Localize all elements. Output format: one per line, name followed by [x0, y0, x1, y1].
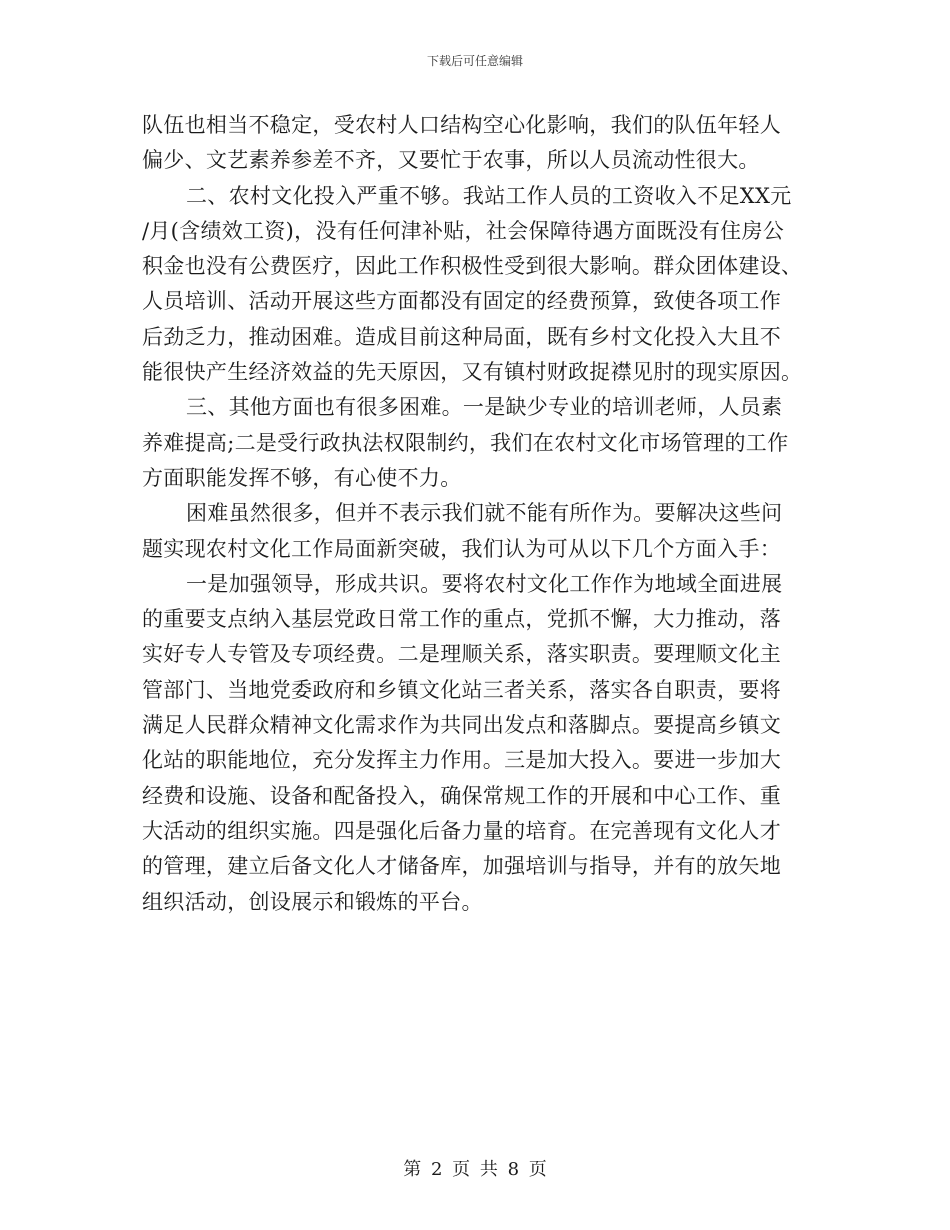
- body-line: 二、农村文化投入严重不够。我站工作人员的工资收入不足XX元: [186, 183, 792, 208]
- body-line: 经费和设施、设备和配备投入，确保常规工作的开展和中心工作、重: [142, 783, 781, 808]
- body-line: 方面职能发挥不够，有心使不力。: [142, 465, 462, 490]
- body-line: 偏少、文艺素养参差不齐，又要忙于农事，所以人员流动性很大。: [142, 148, 760, 173]
- page-footer-page-number: 第 2 页 共 8 页: [403, 1159, 547, 1180]
- body-line: 题实现农村文化工作局面新突破，我们认为可从以下几个方面入手：: [142, 536, 781, 561]
- body-line: 一是加强领导，形成共识。要将农村文化工作作为地域全面进展: [186, 571, 783, 596]
- body-line: 满足人民群众精神文化需求作为共同出发点和落脚点。要提高乡镇文: [142, 713, 781, 738]
- body-line: 实好专人专管及专项经费。二是理顺关系，落实职责。要理顺文化主: [142, 642, 781, 667]
- body-line: 能很快产生经济效益的先天原因，又有镇村财政捉襟见肘的现实原因。: [142, 360, 803, 385]
- body-line: 大活动的组织实施。四是强化后备力量的培育。在完善现有文化人才: [142, 818, 781, 843]
- body-line: 管部门、当地党委政府和乡镇文化站三者关系，落实各自职责，要将: [142, 677, 781, 702]
- body-line: 困难虽然很多，但并不表示我们就不能有所作为。要解决这些问: [186, 501, 783, 526]
- body-line: 养难提高;二是受行政执法权限制约，我们在农村文化市场管理的工作: [142, 430, 789, 455]
- body-line: 三、其他方面也有很多困难。一是缺少专业的培训老师，人员素: [186, 395, 783, 420]
- body-line: /月(含绩效工资)，没有任何津补贴，社会保障待遇方面既没有住房公: [142, 218, 785, 243]
- page-header: 下载后可任意编辑: [426, 54, 523, 68]
- document-body: [142, 108, 810, 920]
- body-line: 化站的职能地位，充分发挥主力作用。三是加大投入。要进一步加大: [142, 748, 781, 773]
- body-line: 的重要支点纳入基层党政日常工作的重点，党抓不懈，大力推动，落: [142, 607, 781, 632]
- body-line: 队伍也相当不稳定，受农村人口结构空心化影响，我们的队伍年轻人: [142, 113, 781, 137]
- body-line: 人员培训、活动开展这些方面都没有固定的经费预算，致使各项工作: [142, 289, 781, 314]
- body-line: 组织活动，创设展示和锻炼的平台。: [142, 889, 483, 914]
- body-line: 积金也没有公费医疗，因此工作积极性受到很大影响。群众团体建设、: [142, 254, 803, 279]
- body-line: 的管理，建立后备文化人才储备库，加强培训与指导，并有的放矢地: [142, 854, 781, 879]
- body-line: 后劲乏力，推动困难。造成目前这种局面，既有乡村文化投入大且不: [142, 324, 781, 349]
